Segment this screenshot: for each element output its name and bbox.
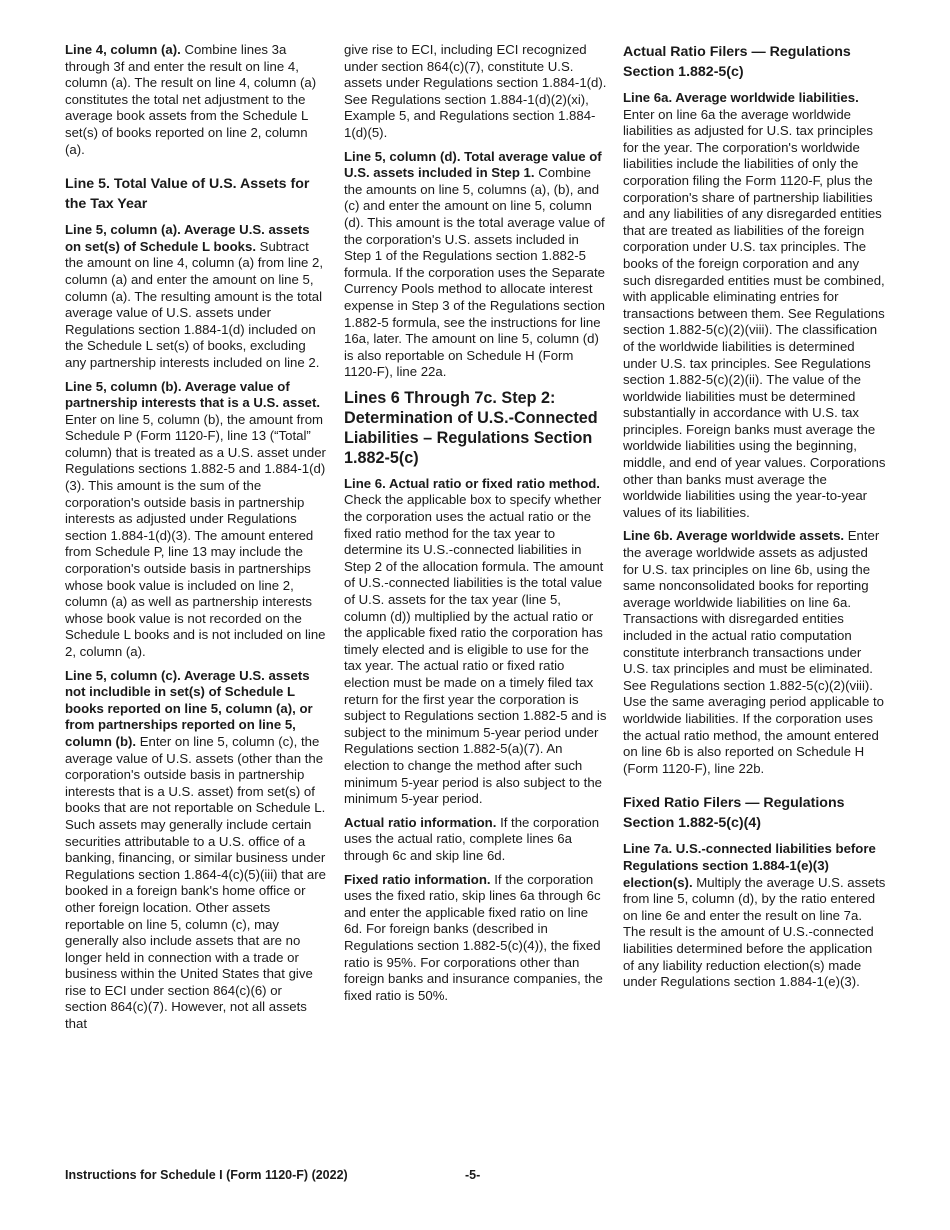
paragraph-text: Enter on line 5, column (b), the amount from Schedule P (Form 1120-F), line 13 (“Total” column) that is treated as a U.S. asset under Regulations sections 1.882-5 and 1.884-1(d)(3). This amount is the sum of the corporation's outside basis in partnership interests as adjusted under Regulations section 1.884-1(d)(3). The amount entered from Schedule P, line 13 may include the corporation's outside basis in partnerships whose book value is included on line 2, column (a) as well as partnership interests whose book value is not recorded on the Schedule L books and is not included on line 2, column (a). xyxy=(65,411,326,659)
paragraph-text: If the corporation uses the actual ratio, complete lines 6a through 6c and skip line 6d. xyxy=(344,814,600,863)
paragraph-lead: Line 6. Actual ratio or fixed ratio method. xyxy=(344,475,600,491)
paragraph-lead: Line 7a. U.S.-connected liabilities before Regulations section 1.884-1(e)(3) election(s). xyxy=(623,841,876,890)
paragraph-text: Subtract the amount on line 4, column (a) from line 2, column (a) and enter the amount on line 5, column (a). The resulting amount is the total average value of U.S. assets under Regulations section 1.884-1(d) included on the Schedule L set(s) of books, excluding any partnership interests included on line 2. xyxy=(65,238,324,370)
paragraph-lead: Line 5, column (d). Total average value of U.S. assets included in Step 1. xyxy=(344,148,602,181)
paragraph-continuation: give rise to ECI, including ECI recognized under section 864(c)(7), constitute U.S. assets under Regulations section 1.884-1(d). See Regulations section 1.884-1(d)(2)(xi), Example 5, and Regulations section 1.884-1(d)(5). xyxy=(344,42,607,140)
paragraph-line5-col-b xyxy=(65,379,327,661)
paragraph-line6b xyxy=(623,528,886,777)
paragraph-text: Multiply the average U.S. assets from line 5, column (d), by the ratio entered on line 6e and enter the result on line 7a. The result is the amount of U.S.-connected liabilities determined before the application of any liability reduction election(s) made under Regulations section 1.884-1(e)(3). xyxy=(623,874,886,990)
paragraph-lead: Fixed ratio information. xyxy=(344,871,491,887)
paragraph-line6a xyxy=(623,90,886,521)
column-1 xyxy=(65,42,327,1040)
paragraph-text: Combine the amounts on line 5, columns (a), (b), and (c) and enter the amount on line 5, column (d). This amount is the total average value of the corporation's U.S. assets included in Step 1 of the Regulations section 1.882-5 formula. If the corporation uses the Separate Currency Pools method to allocate interest expense in Step 3 of the Regulations section 1.882-5 formula, see the instructions for line 16a, later. The amount on line 5, column (d) is also reportable on Schedule H (Form 1120-F), line 22a. xyxy=(344,165,605,380)
paragraph-actual-ratio-info xyxy=(344,815,607,865)
paragraph-lead: Line 5, column (b). Average value of partnership interests that is a U.S. asset. xyxy=(65,378,321,411)
heading-line5: Line 5. Total Value of U.S. Assets for the Tax Year xyxy=(65,176,310,213)
paragraph-lead: Line 4, column (a). xyxy=(65,42,181,57)
paragraph-text: Enter on line 6a the average worldwide liabilities as adjusted for U.S. tax principles for the year. The corporation's worldwide liabilities include the liabilities of only the corporation filing the Form 1120-F, plus the corporation's share of partnership liabilities and any liabilities of any disregarded entities that are treated as liabilities of the foreign corporation under U.S. tax principles. The books of the foreign corporation and any such disregarded entities must be combined, with applicable eliminating entries for transactions between them. See Regulations section 1.882-5(c)(2)(viii). The classification of the worldwide liabilities is determined under U.S. tax principles. See Regulations section 1.882-5(c)(2)(ii). The value of the worldwide liabilities must be determined substantially in accordance with U.S. tax principles. Foreign banks must average the worldwide liabilities using the beginning, middle, and end of year values. Corporations other than banks must average the worldwide liabilities using the year-to-year values of its liabilities. xyxy=(623,106,886,520)
paragraph-lead: Line 5, column (c). Average U.S. assets not includible in set(s) of Schedule L books reported on line 5, column (a), or from partnerships reported on line 5, column (b). xyxy=(65,667,313,749)
paragraph-text: Combine lines 3a through 3f and enter the result on line 4, column (a). The result on line 4, column (a) constitutes the total net adjustment to the average book assets from the Schedule L set(s) of books reported on line 2, column (a). xyxy=(65,42,317,157)
paragraph-lead: Actual ratio information. xyxy=(344,814,497,830)
paragraph-line4-col-a xyxy=(65,42,327,158)
paragraph-text: If the corporation uses the fixed ratio, skip lines 6a through 6c and enter the applicable fixed ratio on line 6d. For foreign banks (described in Regulations section 1.882-5(c)(4)), the fixed ratio is 95%. For corporations other than foreign banks and insurance companies, the fixed ratio is 50%. xyxy=(344,871,603,1003)
paragraph-line7a xyxy=(623,841,886,990)
page-number: -5- xyxy=(465,1168,481,1182)
heading-actual-ratio-filers: Actual Ratio Filers — Regulations Section 1.882-5(c) xyxy=(623,44,851,80)
heading-fixed-ratio-filers: Fixed Ratio Filers — Regulations Section 1.882-5(c)(4) xyxy=(623,795,845,832)
paragraph-lead: Line 5, column (a). Average U.S. assets on set(s) of Schedule L books. xyxy=(65,222,310,254)
paragraph-line5-col-d xyxy=(344,149,607,381)
paragraph-text: Check the applicable box to specify whether the corporation uses the actual ratio or the fixed ratio method for the tax year to determine its U.S.-connected liabilities in Step 2 of the allocation formula. The amount of U.S.-connected liabilities is the total value of U.S. assets for the tax year (line 5, column (d)) multiplied by the actual ratio or the applicable fixed ratio the corporation has timely elected and is eligible to use for the tax year. The actual ratio or fixed ratio election must be made on a timely filed tax return for the first year the corporation is subject to Regulations section 1.882-5 and is subject to the minimum 5-year period under Regulations section 1.882-5(a)(7). An election to change the method after such minimum 5-year period is also subject to the minimum 5-year period. xyxy=(344,492,607,807)
paragraph-fixed-ratio-info xyxy=(344,872,607,1005)
paragraph-text: Enter on line 5, column (c), the average value of U.S. assets (other than the corporation's outside basis in partnership interests that is a U.S. asset) from set(s) of books that are not reportable on Schedule L. Such assets may generally include certain securities attributable to a U.S. office of a banking, financing, or similar business under Regulations section 1.864-4(c)(5)(iii) that are booked in a foreign bank's home office or other foreign location. Other assets reportable on line 5, column (c), may generally also include assets that are no longer held in connection with a trade or business within the United States that give rise to ECI under section 864(c)(6) or section 864(c)(7). However, not all assets that xyxy=(65,733,326,1032)
column-3 xyxy=(623,42,886,998)
paragraph-line5-col-a xyxy=(65,222,327,371)
paragraph-line6 xyxy=(344,476,607,808)
paragraph-lead: Line 6b. Average worldwide assets. xyxy=(623,528,845,544)
footer-title: Instructions for Schedule I (Form 1120-F) (2022) xyxy=(65,1168,348,1182)
paragraph-lead: Line 6a. Average worldwide liabilities. xyxy=(623,90,859,105)
heading-lines6-7c: Lines 6 Through 7c. Step 2: Determination of U.S.-Connected Liabilities – Regulations Section 1.882-5(c) xyxy=(344,388,598,467)
paragraph-line5-col-c xyxy=(65,668,327,1033)
paragraph-text: Enter the average worldwide assets as adjusted for U.S. tax principles on line 6b, using the same nonconsolidated books for reporting average worldwide liabilities on line 6a. Transactions with disregarded entities included in the actual ratio computation constitute interbranch transactions under U.S. tax principles and must be eliminated. See Regulations section 1.882-5(c)(2)(viii). Use the same averaging period applicable to worldwide liabilities. If the corporation uses the actual ratio method, the amount entered on line 6b is also reported on Schedule H (Form 1120-F), line 22b. xyxy=(623,528,884,776)
column-2 xyxy=(344,42,607,1011)
